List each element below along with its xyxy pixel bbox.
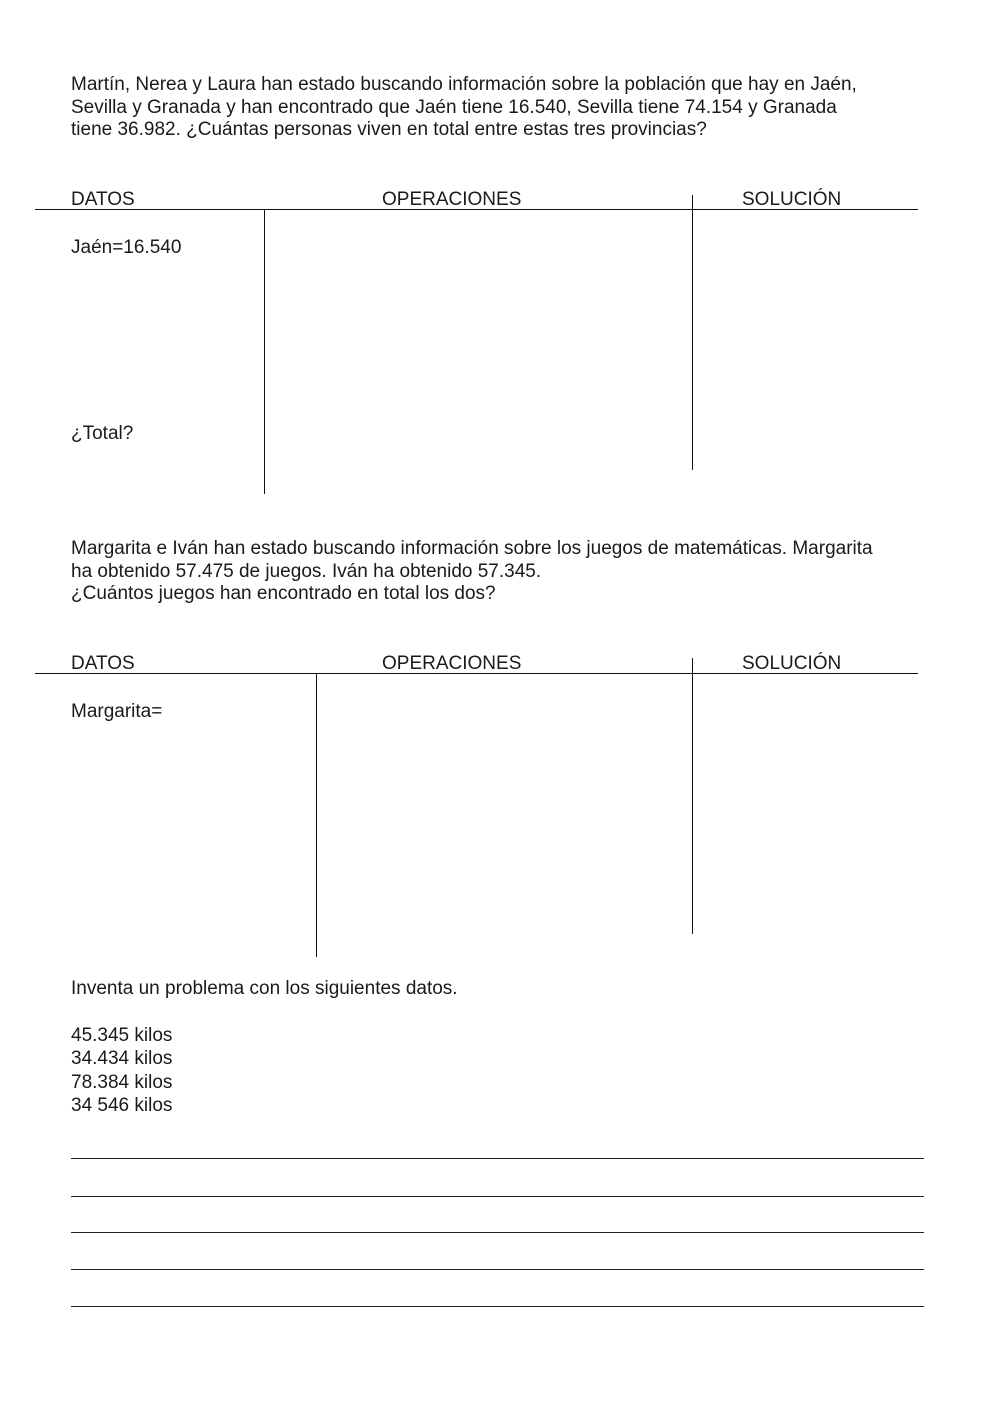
problem1-datos-entry[interactable]: Jaén=16.540 (71, 237, 182, 258)
value-item: 34 546 kilos (71, 1094, 173, 1116)
problem2-datos-divider (316, 674, 317, 957)
writing-line[interactable] (71, 1158, 924, 1159)
problem2-solucion-divider (692, 658, 693, 934)
writing-line[interactable] (71, 1306, 924, 1307)
value-item: 78.384 kilos (71, 1071, 173, 1093)
writing-line[interactable] (71, 1196, 924, 1197)
problem1-header-solucion: SOLUCIÓN (742, 189, 842, 210)
problem1-solucion-divider (692, 195, 693, 470)
problem1-statement: Martín, Nerea y Laura han estado buscando información sobre la población que hay en Jaén, Sevilla y Granada y han encontrado que Jaén tiene 16.540, Sevilla tiene 74.154 y Granada tiene 36.982. ¿Cuántas personas viven en total entre estas tres provincias? (71, 74, 857, 140)
problem1-header-datos: DATOS (71, 189, 135, 210)
problem2-header-datos: DATOS (71, 653, 135, 674)
problem2-statement: Margarita e Iván han estado buscando información sobre los juegos de matemáticas. Margarita ha obtenido 57.475 de juegos. Iván ha obtenido 57.345. ¿Cuántos juegos han encontrado en total los dos? (71, 538, 873, 604)
writing-line[interactable] (71, 1269, 924, 1270)
problem1-total-label: ¿Total? (71, 423, 134, 444)
value-item: 45.345 kilos (71, 1025, 173, 1046)
problem1-table-header-line (35, 209, 918, 210)
problem1-datos-divider (264, 210, 265, 494)
value-item: 34.434 kilos (71, 1048, 173, 1070)
problem1-header-operaciones: OPERACIONES (382, 189, 522, 210)
problem2-header-operaciones: OPERACIONES (382, 653, 522, 674)
problem2-datos-entry[interactable]: Margarita= (71, 701, 163, 722)
problem3-values-list (71, 1024, 172, 1117)
writing-line[interactable] (71, 1232, 924, 1233)
problem2-table-header-line (35, 673, 918, 674)
problem2-header-solucion: SOLUCIÓN (742, 653, 842, 674)
problem3-prompt: Inventa un problema con los siguientes datos. (71, 978, 458, 999)
